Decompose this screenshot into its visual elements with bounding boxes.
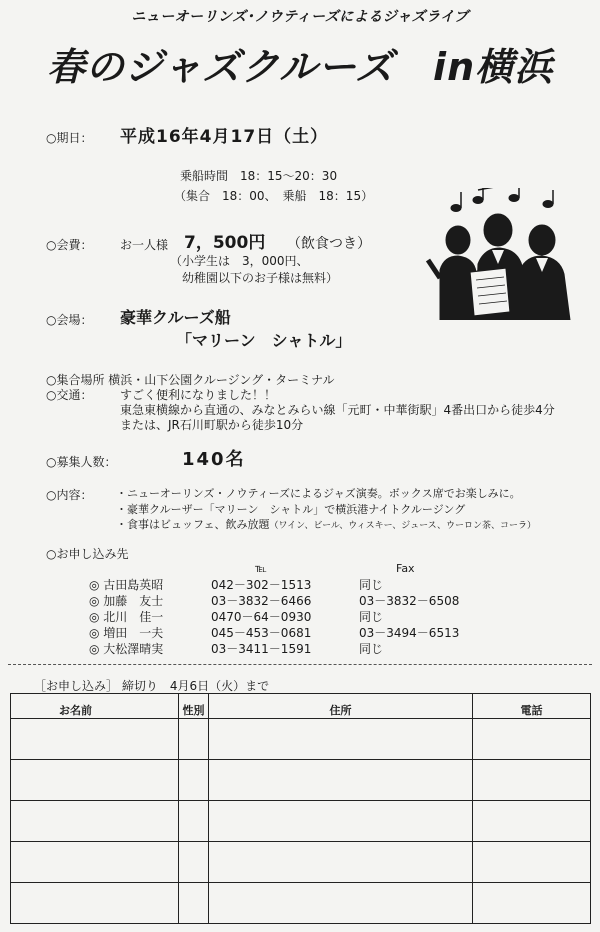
contact-name: ◎ 増田 一夫 bbox=[89, 626, 164, 640]
date-value: 平成16年4月17日（土） bbox=[120, 127, 329, 147]
meeting-place: ○集合場所 横浜・山下公園クルージング・ターミナル bbox=[46, 373, 335, 387]
contact-tel: 03－3832－6466 bbox=[211, 594, 312, 608]
transport-line1: すごく便利になりました！！ bbox=[120, 388, 277, 402]
fax-header: Fax bbox=[396, 562, 415, 575]
contact-tel: 0470－64－0930 bbox=[211, 610, 312, 624]
content-line2: ・豪華クルーザー「マリーン シャトル」で横浜港ナイトクルージング bbox=[116, 503, 466, 516]
address-cell[interactable] bbox=[209, 760, 473, 801]
table-row bbox=[11, 719, 591, 760]
header-phone: 電話 bbox=[473, 694, 591, 719]
name-cell[interactable] bbox=[11, 760, 179, 801]
singer-figure bbox=[518, 225, 570, 320]
gender-cell[interactable] bbox=[179, 842, 209, 883]
boarding-time: 乗船時間 18：15～20：30 bbox=[180, 169, 338, 183]
music-note-icon bbox=[451, 188, 553, 212]
form-caption: ［お申し込み］ 締切り 4月6日（火）まで bbox=[34, 679, 270, 693]
cut-line bbox=[8, 664, 592, 665]
address-cell[interactable] bbox=[209, 801, 473, 842]
sheet-music-icon bbox=[470, 268, 510, 316]
contact-tel: 045－453－0681 bbox=[211, 626, 312, 640]
phone-cell[interactable] bbox=[473, 801, 591, 842]
fee-note-infant: 幼稚園以下のお子様は無料） bbox=[182, 271, 339, 285]
address-cell[interactable] bbox=[209, 883, 473, 924]
contact-name: ◎ 古田島英昭 bbox=[89, 578, 164, 592]
transport-line3: または、JR石川町駅から徒歩10分 bbox=[120, 418, 304, 432]
contact-row bbox=[89, 608, 509, 624]
name-cell[interactable] bbox=[11, 719, 179, 760]
phone-cell[interactable] bbox=[473, 719, 591, 760]
content-line3-detail: （ワイン、ビール、ウィスキー、ジュース、ウーロン茶、コーラ） bbox=[269, 521, 536, 531]
application-form-table bbox=[10, 693, 591, 924]
contact-fax: 同じ bbox=[359, 578, 384, 592]
table-row bbox=[11, 801, 591, 842]
name-cell[interactable] bbox=[11, 842, 179, 883]
content-label: ○内容： bbox=[46, 488, 93, 502]
header-name: お名前 bbox=[11, 694, 179, 719]
form-header-row bbox=[11, 694, 591, 719]
venue-ship: 豪華クルーズ船 bbox=[120, 308, 231, 327]
event-subtitle: ニューオーリンズ･ノウティーズによるジャズライブ bbox=[131, 9, 469, 25]
gender-cell[interactable] bbox=[179, 760, 209, 801]
transport-line2: 東急東横線から直通の、みなとみらい線「元町・中華街駅」4番出口から徒歩4分 bbox=[120, 403, 555, 417]
fee-note-child: （小学生は 3，000円、 bbox=[170, 254, 309, 268]
venue-label: ○会場： bbox=[46, 313, 93, 327]
fee-prefix: お一人様 bbox=[120, 238, 169, 252]
contact-row bbox=[89, 624, 509, 640]
gender-cell[interactable] bbox=[179, 883, 209, 924]
contact-row bbox=[89, 640, 509, 656]
meeting-time: （集合 18：00、 乗船 18：15） bbox=[174, 189, 374, 203]
capacity-label: ○募集人数： bbox=[46, 455, 117, 469]
contact-name: ◎ 北川 佳一 bbox=[89, 610, 164, 624]
content-line1: ・ニューオーリンズ・ノウティーズによるジャズ演奏。ボックス席でお楽しみに。 bbox=[116, 487, 521, 500]
content-line3 bbox=[116, 516, 536, 532]
transport-label: ○交通： bbox=[46, 388, 93, 402]
fee-amount: 7，500円 bbox=[184, 233, 266, 253]
fee-label: ○会費： bbox=[46, 238, 93, 252]
contact-tel: 03－3411－1591 bbox=[211, 642, 312, 656]
header-gender: 性別 bbox=[179, 694, 209, 719]
phone-cell[interactable] bbox=[473, 760, 591, 801]
fee-suffix: （飲食つき） bbox=[287, 236, 371, 252]
date-label: ○期日： bbox=[46, 131, 93, 145]
address-cell[interactable] bbox=[209, 842, 473, 883]
contact-fax: 03－3494－6513 bbox=[359, 626, 460, 640]
contact-name: ◎ 加藤 友士 bbox=[89, 594, 164, 608]
table-row bbox=[11, 760, 591, 801]
singer-figure bbox=[428, 226, 476, 320]
gender-cell[interactable] bbox=[179, 801, 209, 842]
header-address: 住所 bbox=[209, 694, 473, 719]
venue-ship-name: 「マリーン シャトル」 bbox=[176, 331, 352, 350]
contact-fax: 同じ bbox=[359, 642, 384, 656]
contact-row bbox=[89, 592, 509, 608]
phone-cell[interactable] bbox=[473, 883, 591, 924]
table-row bbox=[11, 883, 591, 924]
contact-fax: 同じ bbox=[359, 610, 384, 624]
phone-cell[interactable] bbox=[473, 842, 591, 883]
gender-cell[interactable] bbox=[179, 719, 209, 760]
name-cell[interactable] bbox=[11, 883, 179, 924]
contacts-label: ○お申し込み先 bbox=[46, 547, 129, 561]
contact-tel: 042－302－1513 bbox=[211, 578, 312, 592]
table-row bbox=[11, 842, 591, 883]
tel-header: ℡ bbox=[255, 562, 267, 575]
capacity-value: 140名 bbox=[182, 449, 246, 470]
event-title: 春のジャズクルーズ in横浜 bbox=[46, 45, 554, 89]
address-cell[interactable] bbox=[209, 719, 473, 760]
name-cell[interactable] bbox=[11, 801, 179, 842]
contact-fax: 03－3832－6508 bbox=[359, 594, 460, 608]
jazz-band-illustration bbox=[418, 188, 584, 320]
contact-row bbox=[89, 576, 509, 592]
content-line3-main: ・食事はビュッフェ、飲み放題 bbox=[116, 518, 270, 531]
contact-name: ◎ 大松澤晴実 bbox=[89, 642, 164, 656]
